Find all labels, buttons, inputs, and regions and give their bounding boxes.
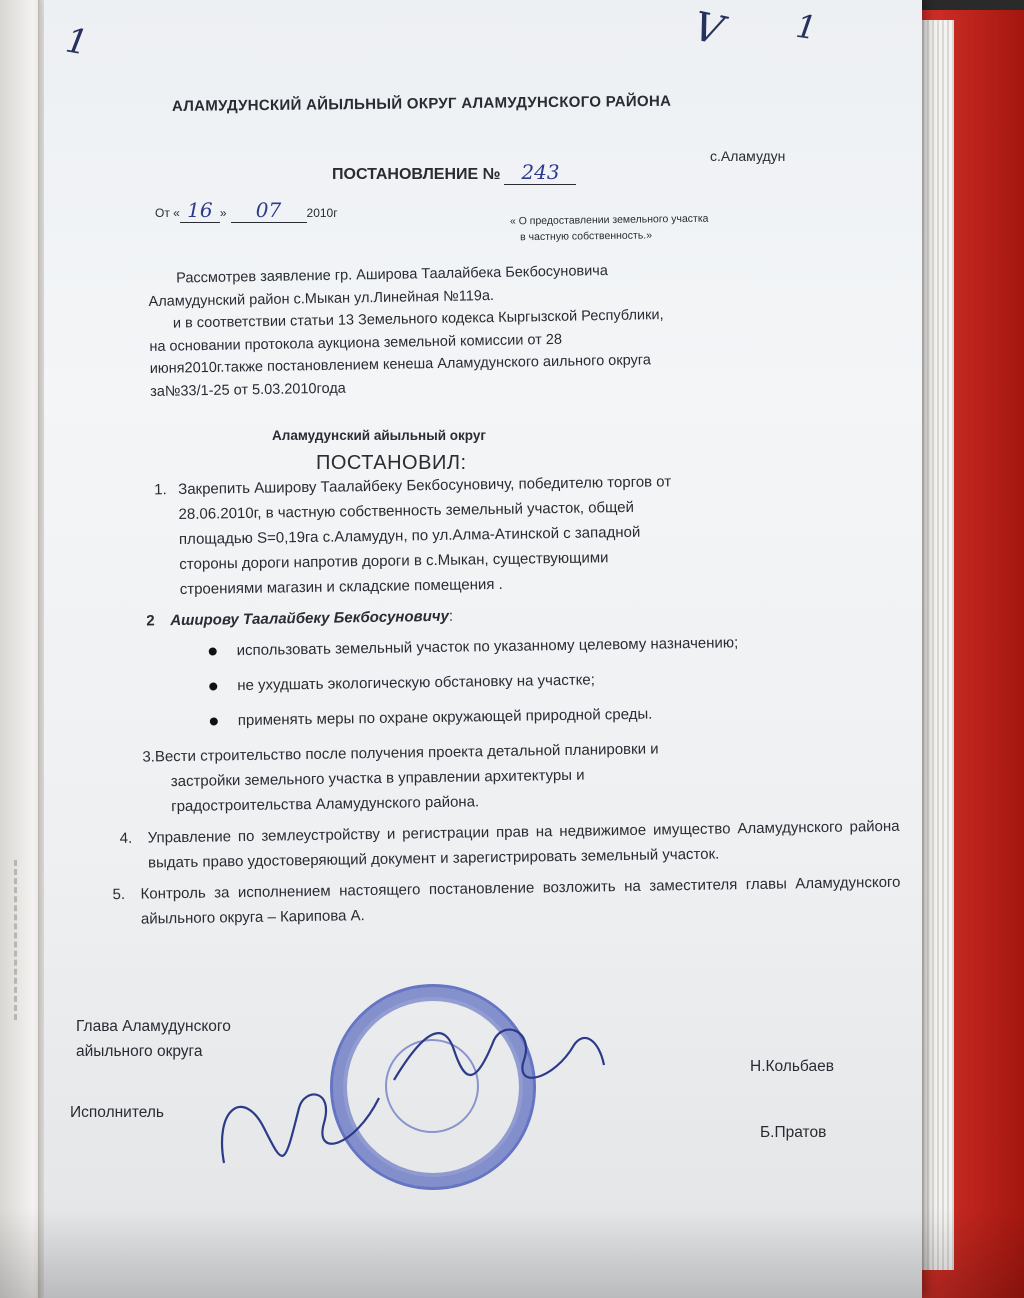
date-prefix: От « — [155, 206, 180, 220]
document-date — [155, 198, 338, 223]
binder-stitching — [14, 860, 35, 1020]
document-subject: « О предоставлении земельного участка в частную собственность.» — [509, 212, 709, 244]
bullet-item-1: использовать земельный участок по указанному целевому назначению; — [201, 628, 897, 664]
preamble-paragraph: Рассмотрев заявление гр. Аширова Таалайбека Бекбосуновича Аламудунский район с.Мыкан ул.Линейная №119а. и в соответствии статьи 13 Земельного кодекса Кыргызской Республики, на основании протокола аукциона земельной комиссии от 28 июня2010г.также постановлением кенеша Аламудунского аильного округа за№33/1-25 от 5.03.2010года — [148, 262, 664, 400]
date-month: 07 — [231, 198, 307, 223]
date-day: 16 — [180, 198, 220, 223]
decree-item-1: 1. Закрепить Аширову Таалайбеку Бекбосуновичу, победителю торгов от 28.06.2010г, в частную собственность земельный участок, общей площадью S=0,19га с.Аламудун, по ул.Алма-Атинской с западной стороны дороги напротив дороги в с.Мыкан, существующими строениями магазин и складские помещения . — [154, 473, 672, 598]
bullet-dot — [209, 682, 217, 690]
bullet-dot — [210, 717, 218, 725]
handwritten-mark-top-right: 1 — [793, 6, 819, 48]
document-number: 243 — [504, 160, 576, 185]
head-title: Глава Аламудунского айыльного округа — [76, 1018, 231, 1060]
decree-body — [114, 466, 901, 938]
decree-item-3: 3.Вести строительство после получения проекта детальной планировки и застройки земельного участка в управлении архитектуры и градостроительства Аламудунского района. — [142, 740, 659, 816]
date-year: 2010г — [306, 206, 338, 220]
decree-item-2: 2 Аширову Таалайбеку Бекбосуновичу: — [146, 607, 454, 630]
document-title: ПОСТАНОВЛЕНИЕ № — [332, 166, 501, 183]
signature-head — [384, 1010, 614, 1100]
signature-executor — [204, 1068, 404, 1178]
decree-item-4: 4. Управление по землеустройству и регистрации прав на недвижимое имущество Аламудунского района выдать право удостоверяющий документ и зарегистрировать земельный участок. — [119, 817, 900, 872]
bullet-item-2: не ухудшать экологическую обстановку на участке; — [201, 663, 897, 699]
decree-item-5: 5. Контроль за исполнением настоящего постановление возложить на заместителя главы Аламудунского айыльного округа – Карипова А. — [112, 873, 901, 928]
handwritten-mark-top-left: 1 — [62, 20, 91, 64]
document-page — [44, 0, 922, 1298]
document-village: с.Аламудун — [710, 148, 786, 164]
document-title-row — [332, 160, 576, 185]
date-separator: » — [219, 206, 227, 220]
executor-name: Б.Пратов — [760, 1124, 827, 1141]
decree-heading: ПОСТАНОВИЛ: — [316, 452, 467, 474]
bullet-dot — [209, 647, 217, 655]
document-header: АЛАМУДУНСКИЙ АЙЫЛЬНЫЙ ОКРУГ АЛАМУДУНСКОГО РАЙОНА — [171, 92, 672, 115]
bullet-item-3: применять меры по охране окружающей природной среды. — [202, 698, 898, 734]
org-heading: Аламудунский айыльный округ — [272, 428, 486, 443]
handwritten-check-mark: V — [689, 3, 728, 55]
head-name: Н.Кольбаев — [750, 1058, 834, 1075]
executor-title: Исполнитель — [70, 1104, 164, 1121]
